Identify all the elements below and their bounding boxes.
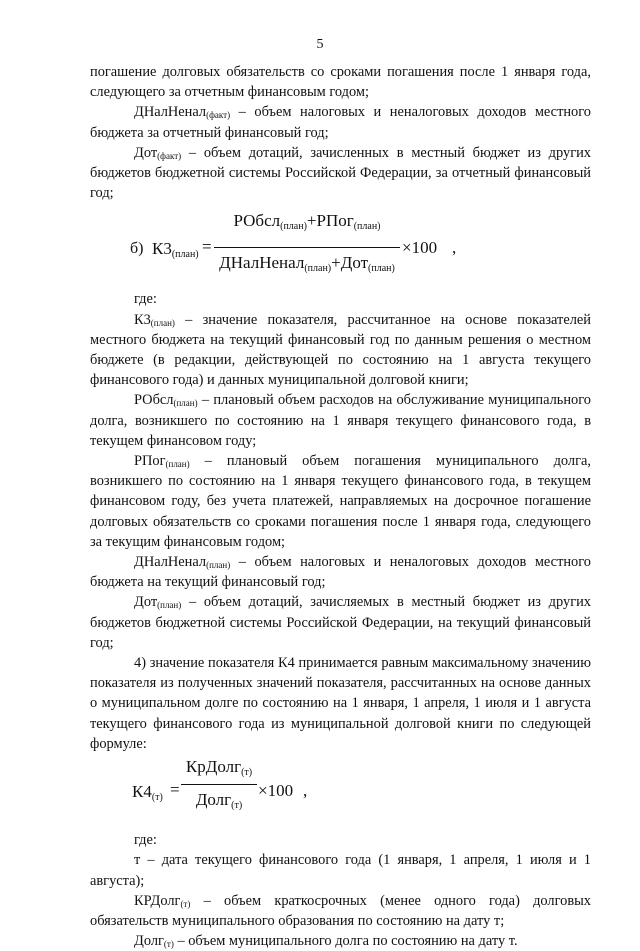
definition-krdolg: КРДолг$_{(т)}$ – объем краткосрочных (менее одного года) долговых обязательств муниципального образования по состоянию на дату т; (90, 892, 591, 929)
formula-k3-plan (90, 203, 591, 289)
fraction-bar (181, 784, 257, 785)
formula-equals: = (170, 780, 180, 800)
formula-multiplier: ×100 (402, 238, 438, 258)
formula-lhs: К3(план) (152, 239, 199, 261)
document-body (90, 62, 591, 951)
formula-numerator: РОбсл(план)+РПог(план) (233, 211, 381, 233)
formula-label: б) (130, 240, 144, 258)
formula-fraction (181, 757, 257, 825)
definition-dnalnenal-fakt: ДНалНенал$_{(факт)}$ – объем налоговых и неналоговых доходов местного бюджета за отчетный финансовый год; (90, 104, 591, 141)
formula-numerator: КрДолг(т) (185, 757, 253, 779)
definition-dolg: Долг$_{(т)}$ – объем муниципального долга по состоянию на дату т. (134, 933, 518, 950)
formula-equals: = (202, 237, 212, 257)
page-number: 5 (316, 37, 324, 52)
formula-fraction (214, 211, 400, 281)
definition-t: т – дата текущего финансового года (1 января, 1 апреля, 1 июля и 1 августа); (90, 852, 591, 889)
formula-k4 (90, 754, 591, 830)
fraction-bar (214, 247, 400, 248)
definition-k3-plan: $К3_{(план)}$ – значение показателя, рассчитанное на основе показателей местного бюджета на текущий финансовый год по данным решения о местном бюджете (в редакции, действующей по состоянию на 1 августа текущего финансового года) и данных муниципальной долговой книги; (90, 311, 591, 389)
definition-dot-fakt: Дот$_{(факт)}$ – объем дотаций, зачисленных в местный бюджет из других бюджетов бюджетной системы Российской Федерации, за отчетный финансовый год; (90, 144, 591, 202)
formula-lhs: К4(т) (132, 782, 163, 804)
formula-comma: , (452, 238, 457, 258)
formula-multiplier: ×100 (258, 781, 294, 801)
definition-dot-plan: Дот$_{(план)}$ – объем дотаций, зачисляемых в местный бюджет из других бюджетов бюджетной системы Российской Федерации, на текущий финансовый год; (90, 594, 591, 651)
formula-denominator: ДНалНенал(план)+Дот(план) (219, 253, 395, 275)
definition-robsl-plan: РОбсл$_{(план)}$ – плановый объем расходов на обслуживание муниципального долга, возникшего по состоянию на 1 января текущего финансового года, в текущем финансовом году; (90, 392, 591, 449)
formula-denominator: Долг(т) (195, 790, 243, 812)
where-label: где: (134, 832, 157, 849)
definition-dnalnenal-plan: ДНалНенал$_{(план)}$ – объем налоговых и неналоговых доходов местного бюджета на текущий финансовый год; (90, 554, 591, 591)
definition-rpog-plan: РПог$_{(план)}$ – плановый объем погашения муниципального долга, возникшего по состоянию на 1 января текущего финансового года, в текущем финансовом году, без учета платежей, направляемых на досрочное погашение долговых обязательств со сроками погашения после 1 января года, следующего за текущим финансовым годом; (90, 453, 591, 550)
item-4-paragraph: 4) значение показателя К4 принимается равным максимальному значению показателя из полученных значений показателя, рассчитанных на основе данных о муниципальном долге по состоянию на 1 января, 1 апреля, 1 июля и 1 августа текущего финансового года из муниципальной долговой книги по следующей формуле: (90, 655, 591, 752)
where-label: где: (134, 291, 157, 308)
paragraph-continuation: погашение долговых обязательств со сроками погашения после 1 января года, следующего за отчетным финансовым годом; (90, 64, 591, 101)
formula-comma: , (303, 781, 308, 801)
